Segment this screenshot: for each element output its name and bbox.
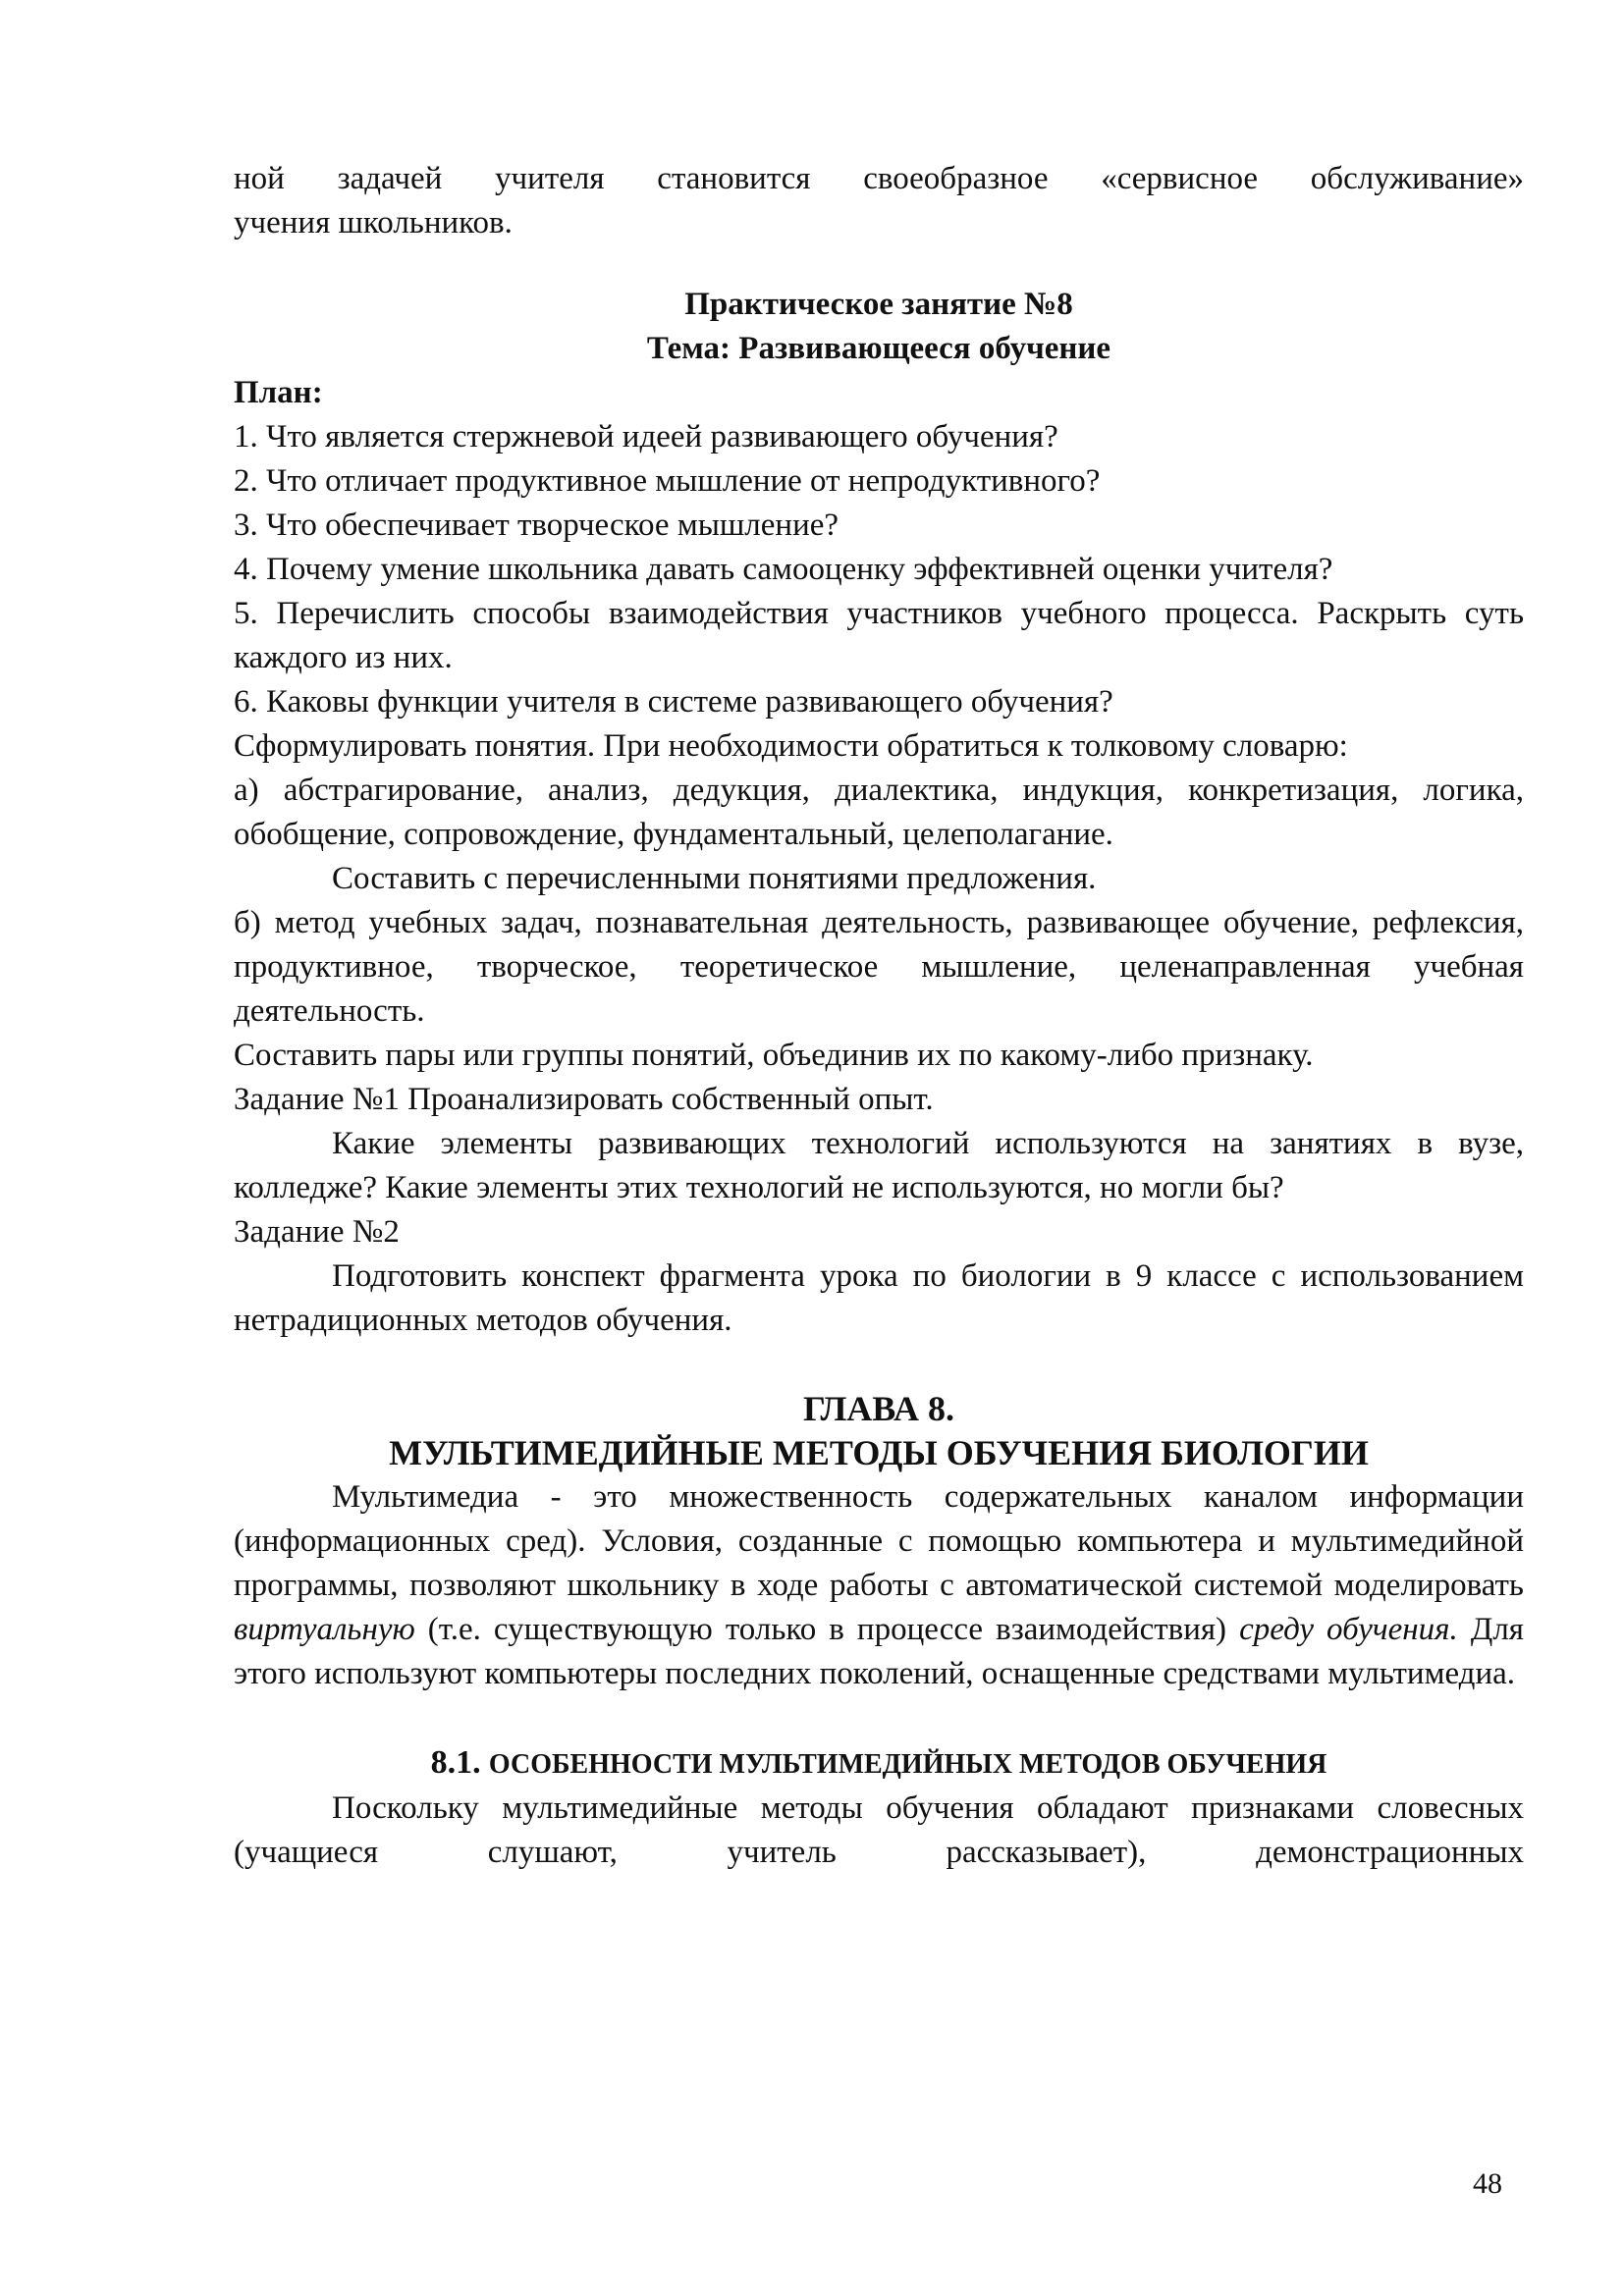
- practical-title: Практическое занятие №8: [684, 287, 1073, 322]
- section-heading: [234, 1740, 1524, 1787]
- intro-line-2: учения школьников.: [234, 205, 513, 240]
- intro-line-1: ной задачей учителя становится своеобразное «сервисное обслуживание»: [234, 161, 1524, 196]
- compose-pairs: Составить пары или группы понятий, объединив их по какому-либо признаку.: [234, 1038, 1314, 1073]
- plan-question-6: 6. Каковы функции учителя в системе развивающего обучения?: [234, 684, 1113, 720]
- chapter-paragraph-part-1: Мультимедиа - это множественность содержательных каналом информации (информационных сред). Условия, созданные с помощью компьютера и мультимедийной программы, позволяют школьнику в ходе работы с автоматической системой моделировать: [234, 1479, 1524, 1603]
- section-paragraph: Поскольку мультимедийные методы обучения обладают признаками словесных (учащиеся слушают, учитель рассказывает), демонстрационных: [234, 1790, 1524, 1870]
- chapter-title: МУЛЬТИМЕДИЙНЫЕ МЕТОДЫ ОБУЧЕНИЯ БИОЛОГИИ: [389, 1433, 1369, 1472]
- compose-sentences: Составить с перечисленными понятиями предложения.: [332, 861, 1097, 896]
- task-2-label: Задание №2: [234, 1214, 400, 1250]
- italic-term-virtual: виртуальную: [234, 1612, 415, 1647]
- plan-question-1: 1. Что является стержневой идеей развивающего обучения?: [234, 419, 1058, 454]
- chapter-paragraph-part-3: Для этого используют компьютеры последних поколений, оснащенные средствами мультимедиа.: [234, 1612, 1524, 1691]
- document-page: [234, 157, 1524, 1875]
- plan-question-3: 3. Что обеспечивает творческое мышление?: [234, 507, 839, 543]
- italic-term-environment: среду обучения.: [1239, 1612, 1458, 1647]
- plan-label: План:: [234, 375, 323, 410]
- plan-question-4: 4. Почему умение школьника давать самооценку эффективней оценки учителя?: [234, 552, 1333, 587]
- plan-question-5: 5. Перечислить способы взаимодействия участников учебного процесса. Раскрыть суть каждого из них.: [234, 596, 1524, 675]
- chapter-paragraph-part-2: (т.е. существующую только в процессе взаимодействия): [414, 1612, 1240, 1647]
- page-number: 48: [1473, 2167, 1502, 2200]
- section-number: 8.1.: [430, 1744, 481, 1781]
- task-2-text: Подготовить конспект фрагмента урока по биологии в 9 классе с использованием нетрадиционных методов обучения.: [234, 1258, 1524, 1338]
- section-title: ОСОБЕННОСТИ МУЛЬТИМЕДИЙНЫХ МЕТОДОВ ОБУЧЕНИЯ: [488, 1749, 1327, 1780]
- plan-question-2: 2. Что отличает продуктивное мышление от непродуктивного?: [234, 463, 1101, 499]
- chapter-label: ГЛАВА 8.: [802, 1389, 955, 1428]
- chapter-paragraph: [234, 1475, 1524, 1696]
- task-1-label: Задание №1 Проанализировать собственный опыт.: [234, 1082, 934, 1117]
- concepts-list-b: б) метод учебных задач, познавательная деятельность, развивающее обучение, рефлексия, продуктивное, творческое, теоретическое мышление, целенаправленная учебная деятельность.: [234, 905, 1524, 1029]
- concepts-list-a: а) абстрагирование, анализ, дедукция, диалектика, индукция, конкретизация, логика, обобщение, сопровождение, фундаментальный, целеполагание.: [234, 773, 1524, 852]
- task-1-text: Какие элементы развивающих технологий используются на занятиях в вузе, колледже? Какие элементы этих технологий не используются, но могли бы?: [234, 1126, 1524, 1205]
- formulate-concepts: Сформулировать понятия. При необходимости обратиться к толковому словарю:: [234, 728, 1348, 764]
- practical-topic: Тема: Развивающееся обучение: [646, 331, 1111, 366]
